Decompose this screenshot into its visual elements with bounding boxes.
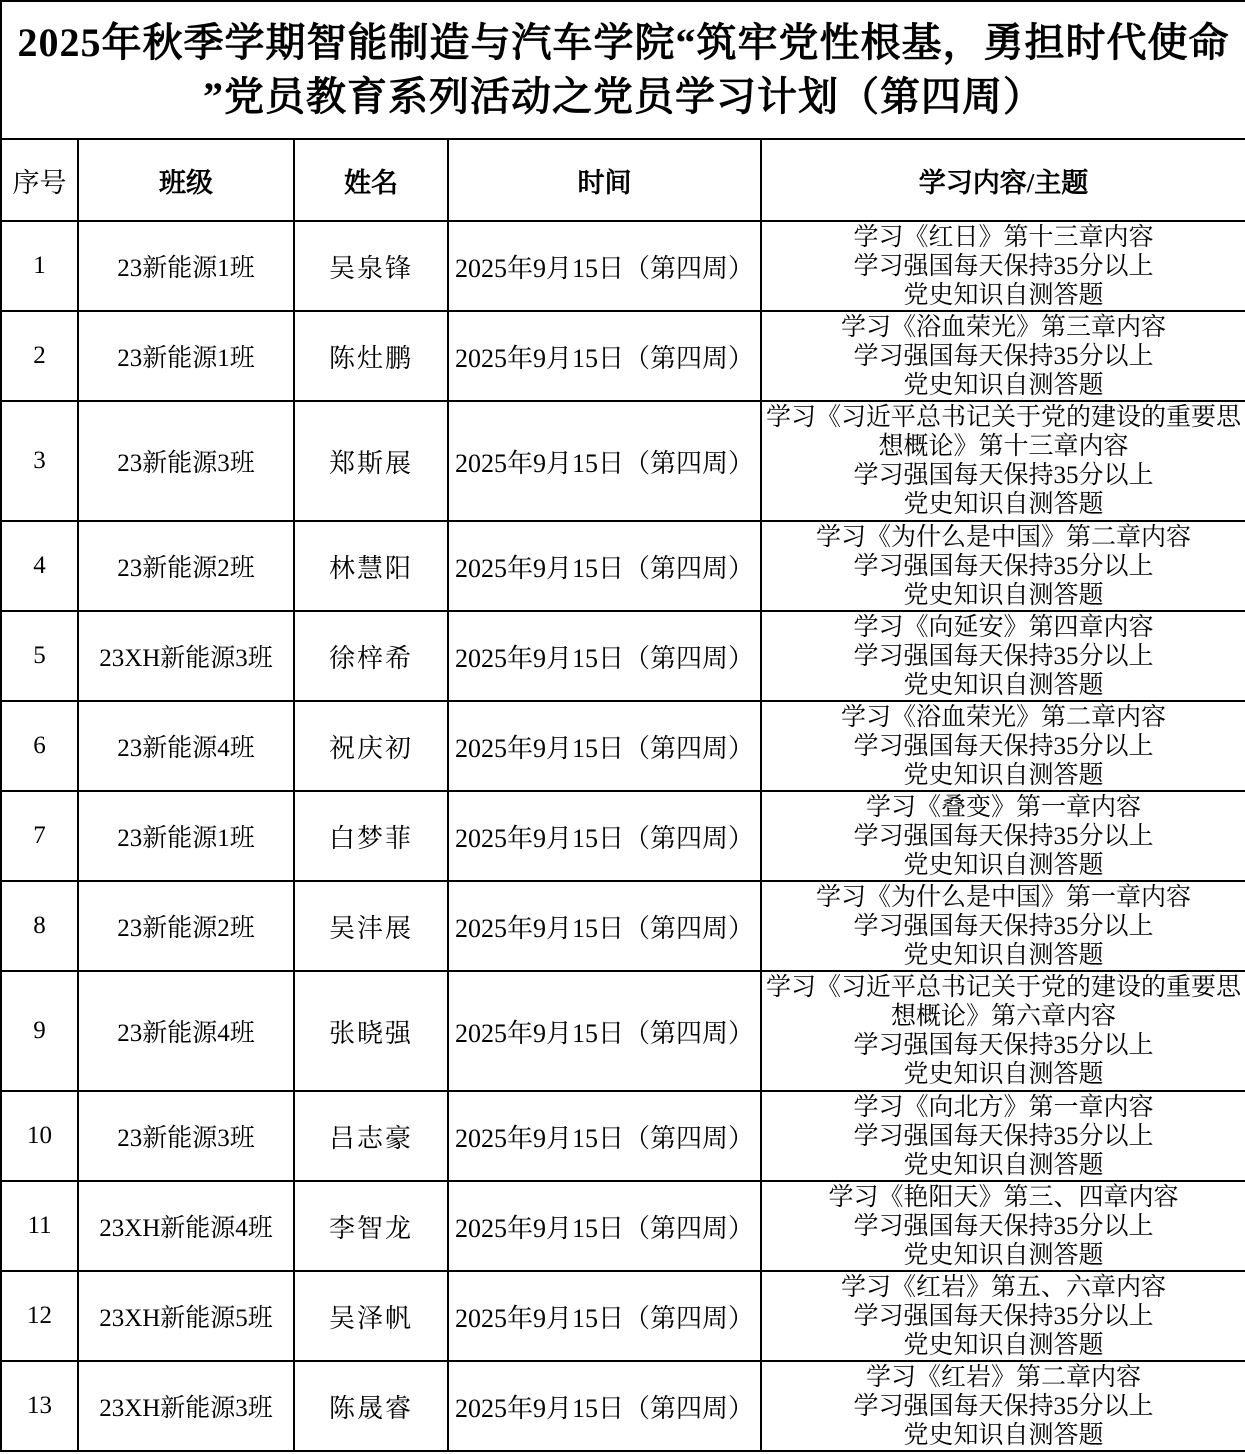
page-title-line1: 2025年秋季学期智能制造与汽车学院“筑牢党性根基，勇担时代使命 — [17, 20, 1230, 65]
cell-class: 23XH新能源5班 — [78, 1271, 294, 1361]
content-line: 党史知识自测答题 — [903, 1151, 1104, 1179]
cell-time: 2025年9月15日（第四周） — [448, 1361, 761, 1451]
cell-content — [761, 221, 1245, 311]
cell-content — [761, 311, 1245, 401]
cell-no: 11 — [1, 1181, 78, 1271]
cell-time: 2025年9月15日（第四周） — [448, 1271, 761, 1361]
cell-time: 2025年9月15日（第四周） — [448, 611, 761, 701]
cell-class: 23新能源3班 — [78, 401, 294, 521]
cell-class: 23新能源4班 — [78, 701, 294, 791]
cell-no: 3 — [1, 401, 78, 521]
content-line: 学习强国每天保持35分以上 — [853, 342, 1154, 370]
table-row — [1, 1181, 1245, 1271]
cell-no: 7 — [1, 791, 78, 881]
title-row — [1, 1, 1245, 139]
cell-class: 23新能源1班 — [78, 221, 294, 311]
content-line: 学习《叠变》第一章内容 — [866, 793, 1142, 821]
cell-name: 陈灶鹏 — [294, 311, 448, 401]
cell-name: 李智龙 — [294, 1181, 448, 1271]
cell-content — [761, 1271, 1245, 1361]
cell-time: 2025年9月15日（第四周） — [448, 791, 761, 881]
cell-time: 2025年9月15日（第四周） — [448, 881, 761, 971]
page-title — [1, 1, 1245, 139]
content-line: 学习强国每天保持35分以上 — [853, 462, 1154, 489]
cell-content — [761, 701, 1245, 791]
cell-name: 吴泽帆 — [294, 1271, 448, 1361]
header-class: 班级 — [78, 139, 294, 221]
content-line: 学习《艳阳天》第三、四章内容 — [828, 1183, 1179, 1211]
content-line: 学习强国每天保持35分以上 — [853, 1392, 1154, 1420]
table-row — [1, 791, 1245, 881]
header-no: 序号 — [1, 139, 78, 221]
table-row — [1, 611, 1245, 701]
cell-time: 2025年9月15日（第四周） — [448, 221, 761, 311]
cell-time: 2025年9月15日（第四周） — [448, 1091, 761, 1181]
cell-name: 徐梓希 — [294, 611, 448, 701]
content-line: 学习强国每天保持35分以上 — [853, 732, 1154, 760]
cell-time: 2025年9月15日（第四周） — [448, 311, 761, 401]
content-line: 学习强国每天保持35分以上 — [853, 822, 1154, 850]
content-line: 学习《为什么是中国》第一章内容 — [816, 883, 1192, 911]
cell-class: 23新能源1班 — [78, 311, 294, 401]
table-row — [1, 521, 1245, 611]
table-row — [1, 1271, 1245, 1361]
content-line: 学习强国每天保持35分以上 — [853, 1032, 1154, 1059]
cell-class: 23新能源2班 — [78, 521, 294, 611]
content-line: 学习《红日》第十三章内容 — [853, 223, 1154, 251]
content-line: 党史知识自测答题 — [903, 1241, 1104, 1269]
table-row — [1, 221, 1245, 311]
content-line: 党史知识自测答题 — [903, 761, 1104, 789]
cell-no: 10 — [1, 1091, 78, 1181]
content-line: 党史知识自测答题 — [903, 371, 1104, 399]
cell-name: 吴沣展 — [294, 881, 448, 971]
content-line: 学习强国每天保持35分以上 — [853, 1122, 1154, 1150]
cell-name: 吴泉锋 — [294, 221, 448, 311]
table-row — [1, 1361, 1245, 1451]
header-name: 姓名 — [294, 139, 448, 221]
cell-content — [761, 611, 1245, 701]
cell-no: 12 — [1, 1271, 78, 1361]
cell-time: 2025年9月15日（第四周） — [448, 521, 761, 611]
content-line: 党史知识自测答题 — [903, 851, 1104, 879]
cell-no: 9 — [1, 971, 78, 1091]
cell-no: 5 — [1, 611, 78, 701]
content-line: 学习强国每天保持35分以上 — [853, 1302, 1154, 1330]
content-line: 学习强国每天保持35分以上 — [853, 1212, 1154, 1240]
content-line: 学习强国每天保持35分以上 — [853, 642, 1154, 670]
cell-class: 23新能源4班 — [78, 971, 294, 1091]
cell-class: 23XH新能源3班 — [78, 1361, 294, 1451]
cell-content — [761, 1361, 1245, 1451]
content-line: 党史知识自测答题 — [903, 1331, 1104, 1359]
table-row — [1, 311, 1245, 401]
content-line: 学习强国每天保持35分以上 — [853, 252, 1154, 280]
table-row — [1, 881, 1245, 971]
cell-no: 8 — [1, 881, 78, 971]
cell-no: 2 — [1, 311, 78, 401]
cell-no: 13 — [1, 1361, 78, 1451]
content-line: 党史知识自测答题 — [903, 491, 1104, 518]
cell-class: 23新能源2班 — [78, 881, 294, 971]
content-line: 学习《为什么是中国》第二章内容 — [816, 523, 1192, 551]
cell-class: 23新能源3班 — [78, 1091, 294, 1181]
cell-time: 2025年9月15日（第四周） — [448, 701, 761, 791]
cell-time: 2025年9月15日（第四周） — [448, 971, 761, 1091]
cell-name: 祝庆初 — [294, 701, 448, 791]
table-row — [1, 971, 1245, 1091]
cell-class: 23XH新能源4班 — [78, 1181, 294, 1271]
content-line: 党史知识自测答题 — [903, 281, 1104, 309]
cell-name: 张晓强 — [294, 971, 448, 1091]
cell-content — [761, 971, 1245, 1091]
cell-name: 林慧阳 — [294, 521, 448, 611]
cell-content — [761, 791, 1245, 881]
cell-name: 郑斯展 — [294, 401, 448, 521]
content-line: 学习《红岩》第二章内容 — [866, 1363, 1142, 1391]
cell-content — [761, 521, 1245, 611]
header-time: 时间 — [448, 139, 761, 221]
content-line: 党史知识自测答题 — [903, 941, 1104, 969]
content-line: 学习《浴血荣光》第三章内容 — [841, 313, 1167, 341]
cell-content — [761, 1091, 1245, 1181]
table-row — [1, 1091, 1245, 1181]
cell-content — [761, 401, 1245, 521]
content-line: 学习强国每天保持35分以上 — [853, 552, 1154, 580]
table-row — [1, 701, 1245, 791]
content-line: 学习《习近平总书记关于党的建设的重要思想概论》第六章内容 — [766, 974, 1242, 1030]
content-line: 学习《向北方》第一章内容 — [853, 1093, 1154, 1121]
cell-no: 1 — [1, 221, 78, 311]
cell-time: 2025年9月15日（第四周） — [448, 401, 761, 521]
content-line: 党史知识自测答题 — [903, 671, 1104, 699]
cell-class: 23新能源1班 — [78, 791, 294, 881]
content-line: 学习强国每天保持35分以上 — [853, 912, 1154, 940]
cell-class: 23XH新能源3班 — [78, 611, 294, 701]
cell-name: 白梦菲 — [294, 791, 448, 881]
cell-time: 2025年9月15日（第四周） — [448, 1181, 761, 1271]
cell-content — [761, 881, 1245, 971]
page-title-line2: ”党员教育系列活动之党员学习计划（第四周） — [203, 74, 1044, 119]
content-line: 党史知识自测答题 — [903, 581, 1104, 609]
cell-name: 陈晟睿 — [294, 1361, 448, 1451]
content-line: 党史知识自测答题 — [903, 1061, 1104, 1088]
content-line: 学习《红岩》第五、六章内容 — [841, 1273, 1167, 1301]
cell-content — [761, 1181, 1245, 1271]
cell-name: 吕志豪 — [294, 1091, 448, 1181]
content-line: 党史知识自测答题 — [903, 1421, 1104, 1449]
cell-no: 4 — [1, 521, 78, 611]
cell-no: 6 — [1, 701, 78, 791]
header-content: 学习内容/主题 — [761, 139, 1245, 221]
content-line: 学习《习近平总书记关于党的建设的重要思想概论》第十三章内容 — [766, 404, 1242, 460]
content-line: 学习《浴血荣光》第二章内容 — [841, 703, 1167, 731]
table-header-row — [1, 139, 1245, 221]
table-row — [1, 401, 1245, 521]
content-line: 学习《向延安》第四章内容 — [853, 613, 1154, 641]
